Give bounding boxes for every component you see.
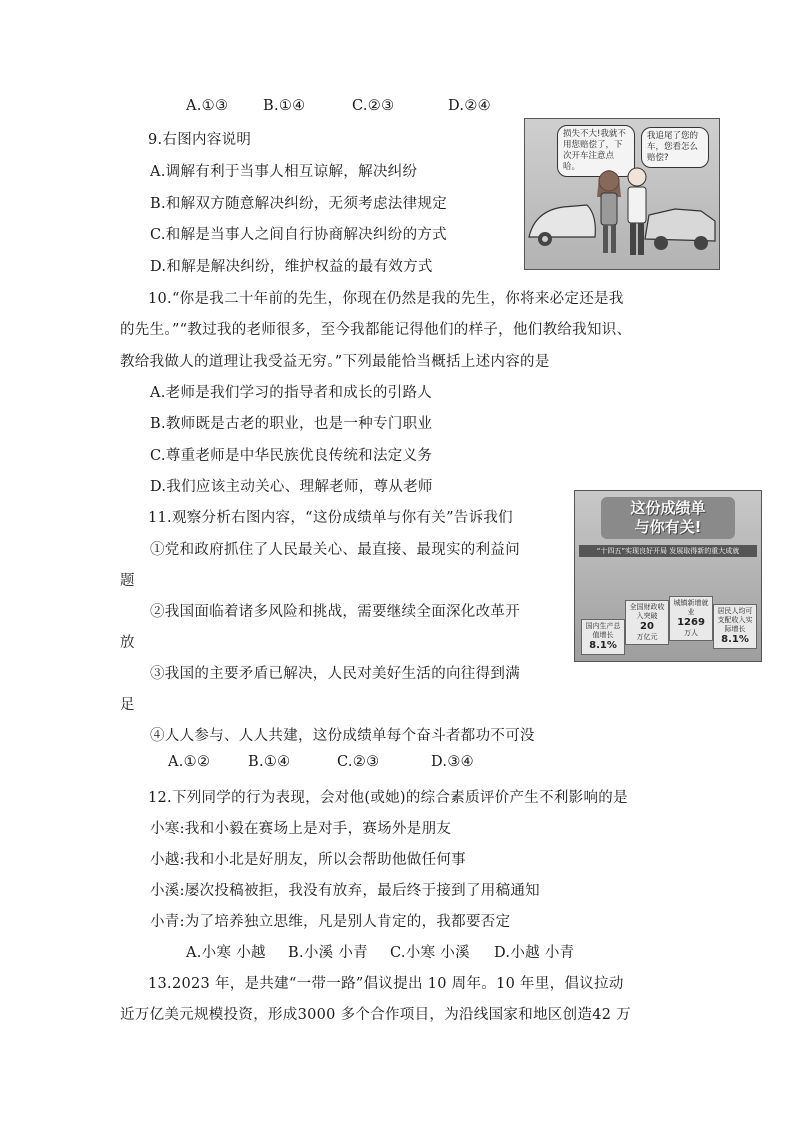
q11-stat-revenue-label: 全国财政收入突破 bbox=[629, 603, 665, 620]
q11-stat-revenue-unit: 万亿元 bbox=[636, 633, 658, 641]
q10-stem-line-3: 教给我做人的道理让我受益无穷。”下列最能恰当概括上述内容的是 bbox=[120, 354, 550, 370]
q11-item-1-cont: 题 bbox=[120, 573, 135, 589]
q11-item-4: ④人人参与、人人共建，这份成绩单每个奋斗者都功不可没 bbox=[150, 728, 535, 744]
q11-stat-revenue bbox=[625, 600, 669, 645]
q11-figure-title-line-1: 这份成绩单 bbox=[630, 499, 706, 517]
q8-options bbox=[186, 98, 491, 114]
q9-speech-bubble-left: 损失不大!我就不用您赔偿了，下次开车注意点哈。 bbox=[557, 125, 635, 177]
q10-option-b: B.教师既是古老的职业，也是一种专门职业 bbox=[150, 416, 433, 432]
q9-option-c: C.和解是当事人之间自行协商解决纠纷的方式 bbox=[150, 227, 447, 243]
q13-stem-line-1: 13.2023 年，是共建“一带一路”倡议提出 10 周年。10 年里，倡议拉动 bbox=[148, 976, 624, 992]
q11-stat-employment-value: 1269 bbox=[677, 617, 705, 628]
q9-option-b: B.和解双方随意解决纠纷，无须考虑法律规定 bbox=[150, 196, 448, 212]
q12-item-xiaoqing: 小青:为了培养独立思维，凡是别人肯定的，我都要否定 bbox=[150, 914, 511, 930]
q10-stem-line-2: 的先生。”“教过我的老师很多，至今我都能记得他们的样子，他们教给我知识、 bbox=[120, 322, 632, 338]
q9-option-a: A.调解有利于当事人相互谅解，解决纠纷 bbox=[150, 164, 418, 180]
q12-item-xiaoyue: 小越:我和小北是好朋友，所以会帮助他做任何事 bbox=[150, 852, 466, 868]
q11-options bbox=[168, 754, 474, 770]
q11-stat-employment bbox=[669, 596, 713, 641]
q9-stem: 9.右图内容说明 bbox=[148, 132, 252, 148]
q11-figure-subtitle: “十四五”实现良好开局 发展取得新的重大成就 bbox=[579, 545, 757, 557]
q13-stem-line-2: 近万亿美元规模投资，形成3000 多个合作项目，为沿线国家和地区创造42 万 bbox=[120, 1007, 631, 1023]
q11-figure-title-line-2: 与你有关! bbox=[634, 518, 702, 536]
q11-stat-income bbox=[713, 604, 757, 649]
q11-option-b: B.①④ bbox=[248, 754, 291, 770]
q11-stat-income-label: 居民人均可支配收入实际增长 bbox=[717, 607, 753, 633]
q12-options bbox=[186, 941, 574, 962]
q9-cartoon-drawing bbox=[525, 119, 719, 269]
q11-item-1: ①党和政府抓住了人民最关心、最直接、最现实的利益问 bbox=[150, 542, 520, 558]
q11-stat-income-value: 8.1% bbox=[721, 634, 749, 645]
q8-option-d: D.②④ bbox=[448, 98, 491, 114]
q11-figure-title bbox=[601, 497, 735, 539]
q12-option-b: B.小溪 小青 bbox=[288, 945, 368, 961]
q8-option-c: C.②③ bbox=[352, 98, 395, 114]
q10-option-d: D.我们应该主动关心、理解老师，尊从老师 bbox=[150, 479, 433, 495]
q11-stat-revenue-value: 20 bbox=[640, 621, 654, 632]
q11-item-3: ③我国的主要矛盾已解决，人民对美好生活的向往得到满 bbox=[150, 666, 520, 682]
q11-option-a: A.①② bbox=[168, 754, 211, 770]
q11-option-c: C.②③ bbox=[337, 754, 380, 770]
q12-item-xiaohan: 小寒:我和小毅在赛场上是对手，赛场外是朋友 bbox=[150, 821, 452, 837]
q12-stem: 12.下列同学的行为表现，会对他(或她)的综合素质评价产生不利影响的是 bbox=[148, 790, 628, 806]
q10-option-c: C.尊重老师是中华民族优良传统和法定义务 bbox=[150, 448, 433, 464]
q9-speech-bubble-right: 我追尾了您的车，您看怎么赔偿? bbox=[641, 127, 709, 168]
q11-stat-gdp-value: 8.1% bbox=[589, 640, 617, 651]
q10-option-a: A.老师是我们学习的指导者和成长的引路人 bbox=[150, 385, 433, 401]
q11-report-card-figure bbox=[574, 490, 762, 662]
q12-option-a: A.小寒 小越 bbox=[186, 945, 266, 961]
q11-stat-gdp-label: 国内生产总值增长 bbox=[585, 622, 621, 639]
q11-option-d: D.③④ bbox=[431, 754, 474, 770]
q11-stat-gdp bbox=[581, 619, 625, 655]
q11-item-3-cont: 足 bbox=[120, 697, 135, 713]
q9-cartoon-figure bbox=[524, 118, 720, 270]
q12-option-c: C.小寒 小溪 bbox=[390, 945, 470, 961]
q9-option-d: D.和解是解决纠纷，维护权益的最有效方式 bbox=[150, 259, 433, 275]
q8-option-b: B.①④ bbox=[263, 98, 306, 114]
q12-item-xiaoxi: 小溪:屡次投稿被拒，我没有放弃，最后终于接到了用稿通知 bbox=[150, 883, 540, 899]
q11-item-2: ②我国面临着诸多风险和挑战，需要继续全面深化改革开 bbox=[150, 604, 520, 620]
q8-option-a: A.①③ bbox=[186, 98, 229, 114]
q10-stem-line-1: 10.“你是我二十年前的先生，你现在仍然是我的先生，你将来必定还是我 bbox=[148, 291, 624, 307]
q11-stat-employment-label: 城镇新增就业 bbox=[673, 599, 709, 616]
q12-option-d: D.小越 小青 bbox=[494, 945, 575, 961]
q11-stat-employment-unit: 万人 bbox=[684, 629, 698, 637]
q11-item-2-cont: 放 bbox=[120, 635, 135, 651]
q11-stem: 11.观察分析右图内容，“这份成绩单与你有关”告诉我们 bbox=[148, 510, 513, 526]
